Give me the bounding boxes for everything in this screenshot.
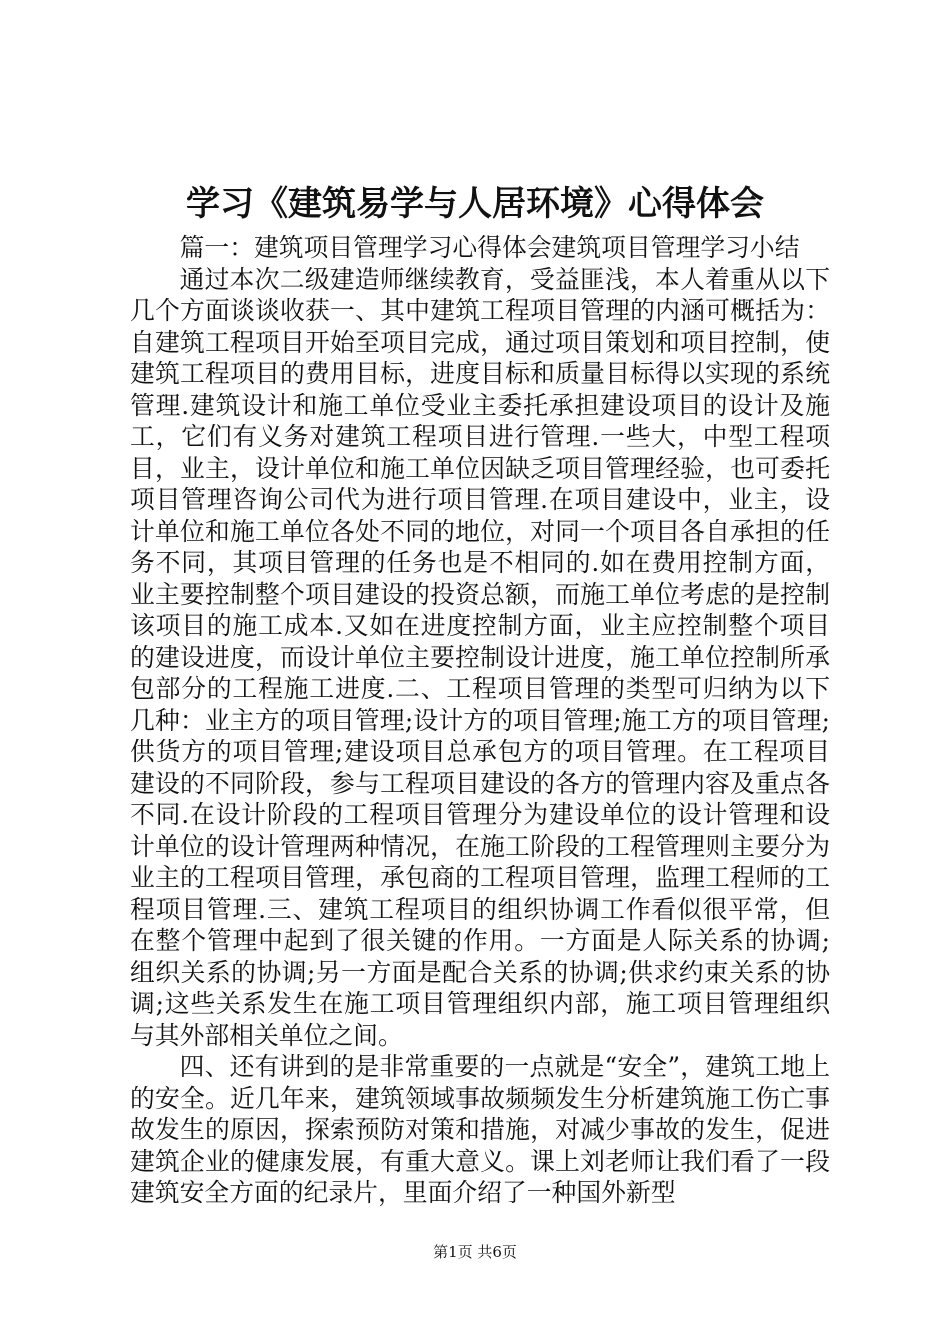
document-title: 学习《建筑易学与人居环境》心得体会 [186,184,764,224]
page-number-footer: 第1页 共6页 [433,1243,517,1261]
paragraph-3: 四、还有讲到的是非常重要的一点就是“安全”，建筑工地上的安全。近几年来，建筑领域事故频频发生分析建筑施工伤亡事故发生的原因，探索预防对策和措施，对减少事故的发生，促进建筑企业的健康发展，有重大意义。课上刘老师让我们看了一段建筑安全方面的纪录片，里面介绍了一种国外新型 [130,1052,830,1207]
paragraph-2: 通过本次二级建造师继续教育，受益匪浅，本人着重从以下几个方面谈谈收获一、其中建筑工程项目管理的内涵可概括为：自建筑工程项目开始至项目完成，通过项目策划和项目控制，使建筑工程项目的费用目标，进度目标和质量目标得以实现的系统管理.建筑设计和施工单位受业主委托承担建设项目的设计及施工，它们有义务对建筑工程项目进行管理.一些大，中型工程项目，业主，设计单位和施工单位因缺乏项目管理经验，也可委托项目管理咨询公司代为进行项目管理.在项目建设中，业主，设计单位和施工单位各处不同的地位，对同一个项目各自承担的任务不同，其项目管理的任务也是不相同的.如在费用控制方面，业主要控制整个项目建设的投资总额，而施工单位考虑的是控制该项目的施工成本.又如在进度控制方面，业主应控制整个项目的建设进度，而设计单位主要控制设计进度，施工单位控制所承包部分的工程施工进度.二、工程项目管理的类型可归纳为以下几种：业主方的项目管理;设计方的项目管理;施工方的项目管理;供货方的项目管理;建设项目总承包方的项目管理。在工程项目建设的不同阶段，参与工程项目建设的各方的管理内容及重点各不同.在设计阶段的工程项目管理分为建设单位的设计管理和设计单位的设计管理两种情况，在施工阶段的工程管理则主要分为业主的工程项目管理，承包商的工程项目管理，监理工程师的工程项目管理.三、建筑工程项目的组织协调工作看似很平常，但在整个管理中起到了很关键的作用。一方面是人际关系的协调;组织关系的协调;另一方面是配合关系的协调;供求约束关系的协调;这些关系发生在施工项目管理组织内部，施工项目管理组织与其外部相关单位之间。 [130,264,830,1050]
document-body [130,232,830,1209]
paragraph-1: 篇一：建筑项目管理学习心得体会建筑项目管理学习小结 [179,233,800,262]
